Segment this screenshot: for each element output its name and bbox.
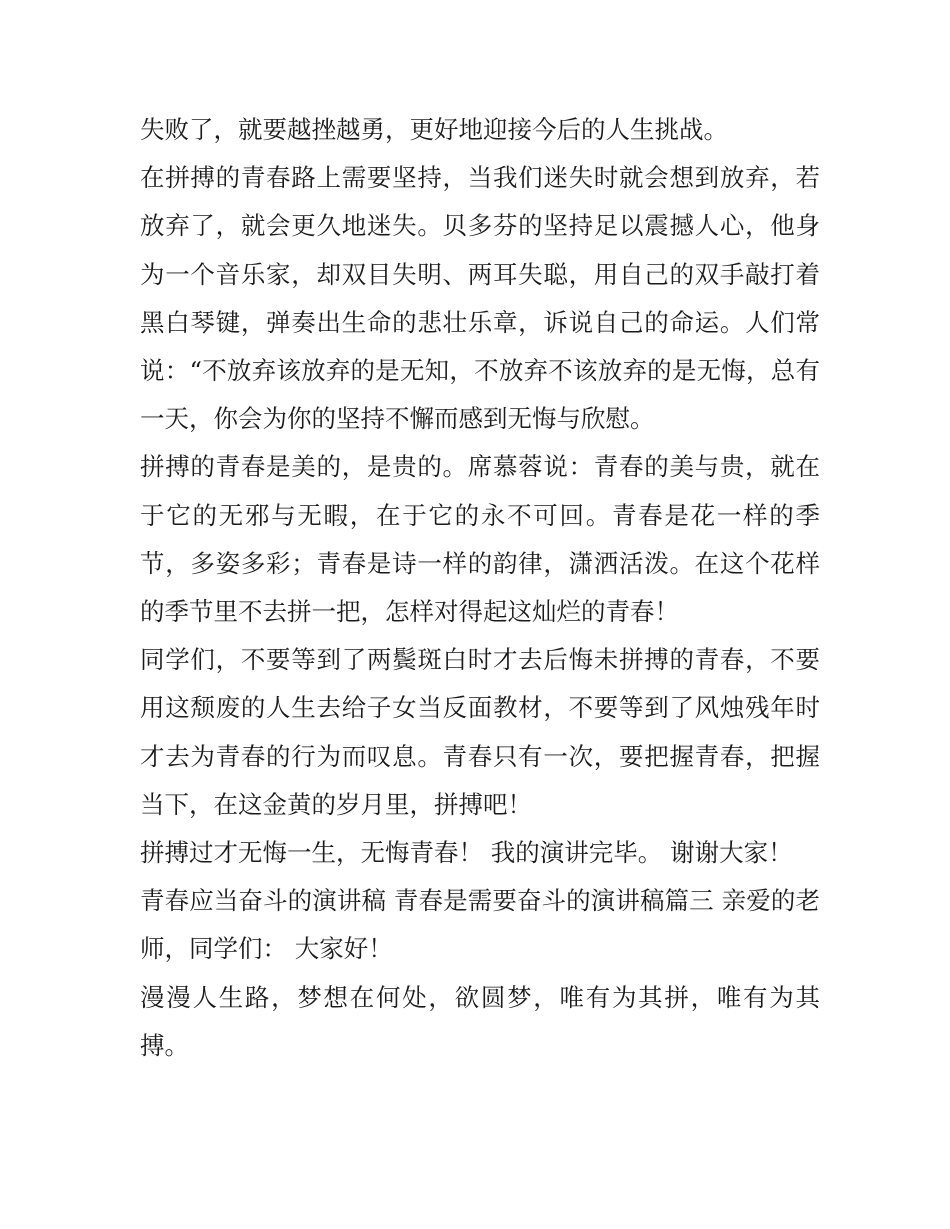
paragraph: 漫漫人生路，梦想在何处，欲圆梦，唯有为其拼，唯有为其搏。 <box>140 982 820 1060</box>
paragraph: 同学们，不要等到了两鬓斑白时才去后悔未拼搏的青春，不要用这颓废的人生去给子女当反面教材，不要等到了风烛残年时才去为青春的行为而叹息。青春只有一次，要把握青春，把握当下，在这金黄的岁月里，拼搏吧！ <box>140 645 820 819</box>
document-body <box>140 106 820 1070</box>
paragraph: 青春应当奋斗的演讲稿 青春是需要奋斗的演讲稿篇三 亲爱的老师，同学们： 大家好！ <box>140 886 820 964</box>
paragraph: 拼搏过才无悔一生，无悔青春！ 我的演讲完毕。 谢谢大家！ <box>140 838 793 868</box>
paragraph: 在拼搏的青春路上需要坚持，当我们迷失时就会想到放弃，若放弃了，就会更久地迷失。贝多芬的坚持足以震撼人心，他身为一个音乐家，却双目失明、两耳失聪，用自己的双手敲打着黑白琴键，弹奏出生命的悲壮乐章，诉说自己的命运。人们常说：“不放弃该放弃的是无知，不放弃不该放弃的是无悔，总有一天，你会为你的坚持不懈而感到无悔与欣慰。 <box>140 163 820 434</box>
paragraph: 失败了，就要越挫越勇，更好地迎接今后的人生挑战。 <box>140 115 728 144</box>
paragraph: 拼搏的青春是美的，是贵的。席慕蓉说：青春的美与贵，就在于它的无邪与无暇，在于它的永不可回。青春是花一样的季节，多姿多彩；青春是诗一样的韵律，潇洒活泼。在这个花样的季节里不去拼一把，怎样对得起这灿烂的青春！ <box>140 452 820 627</box>
